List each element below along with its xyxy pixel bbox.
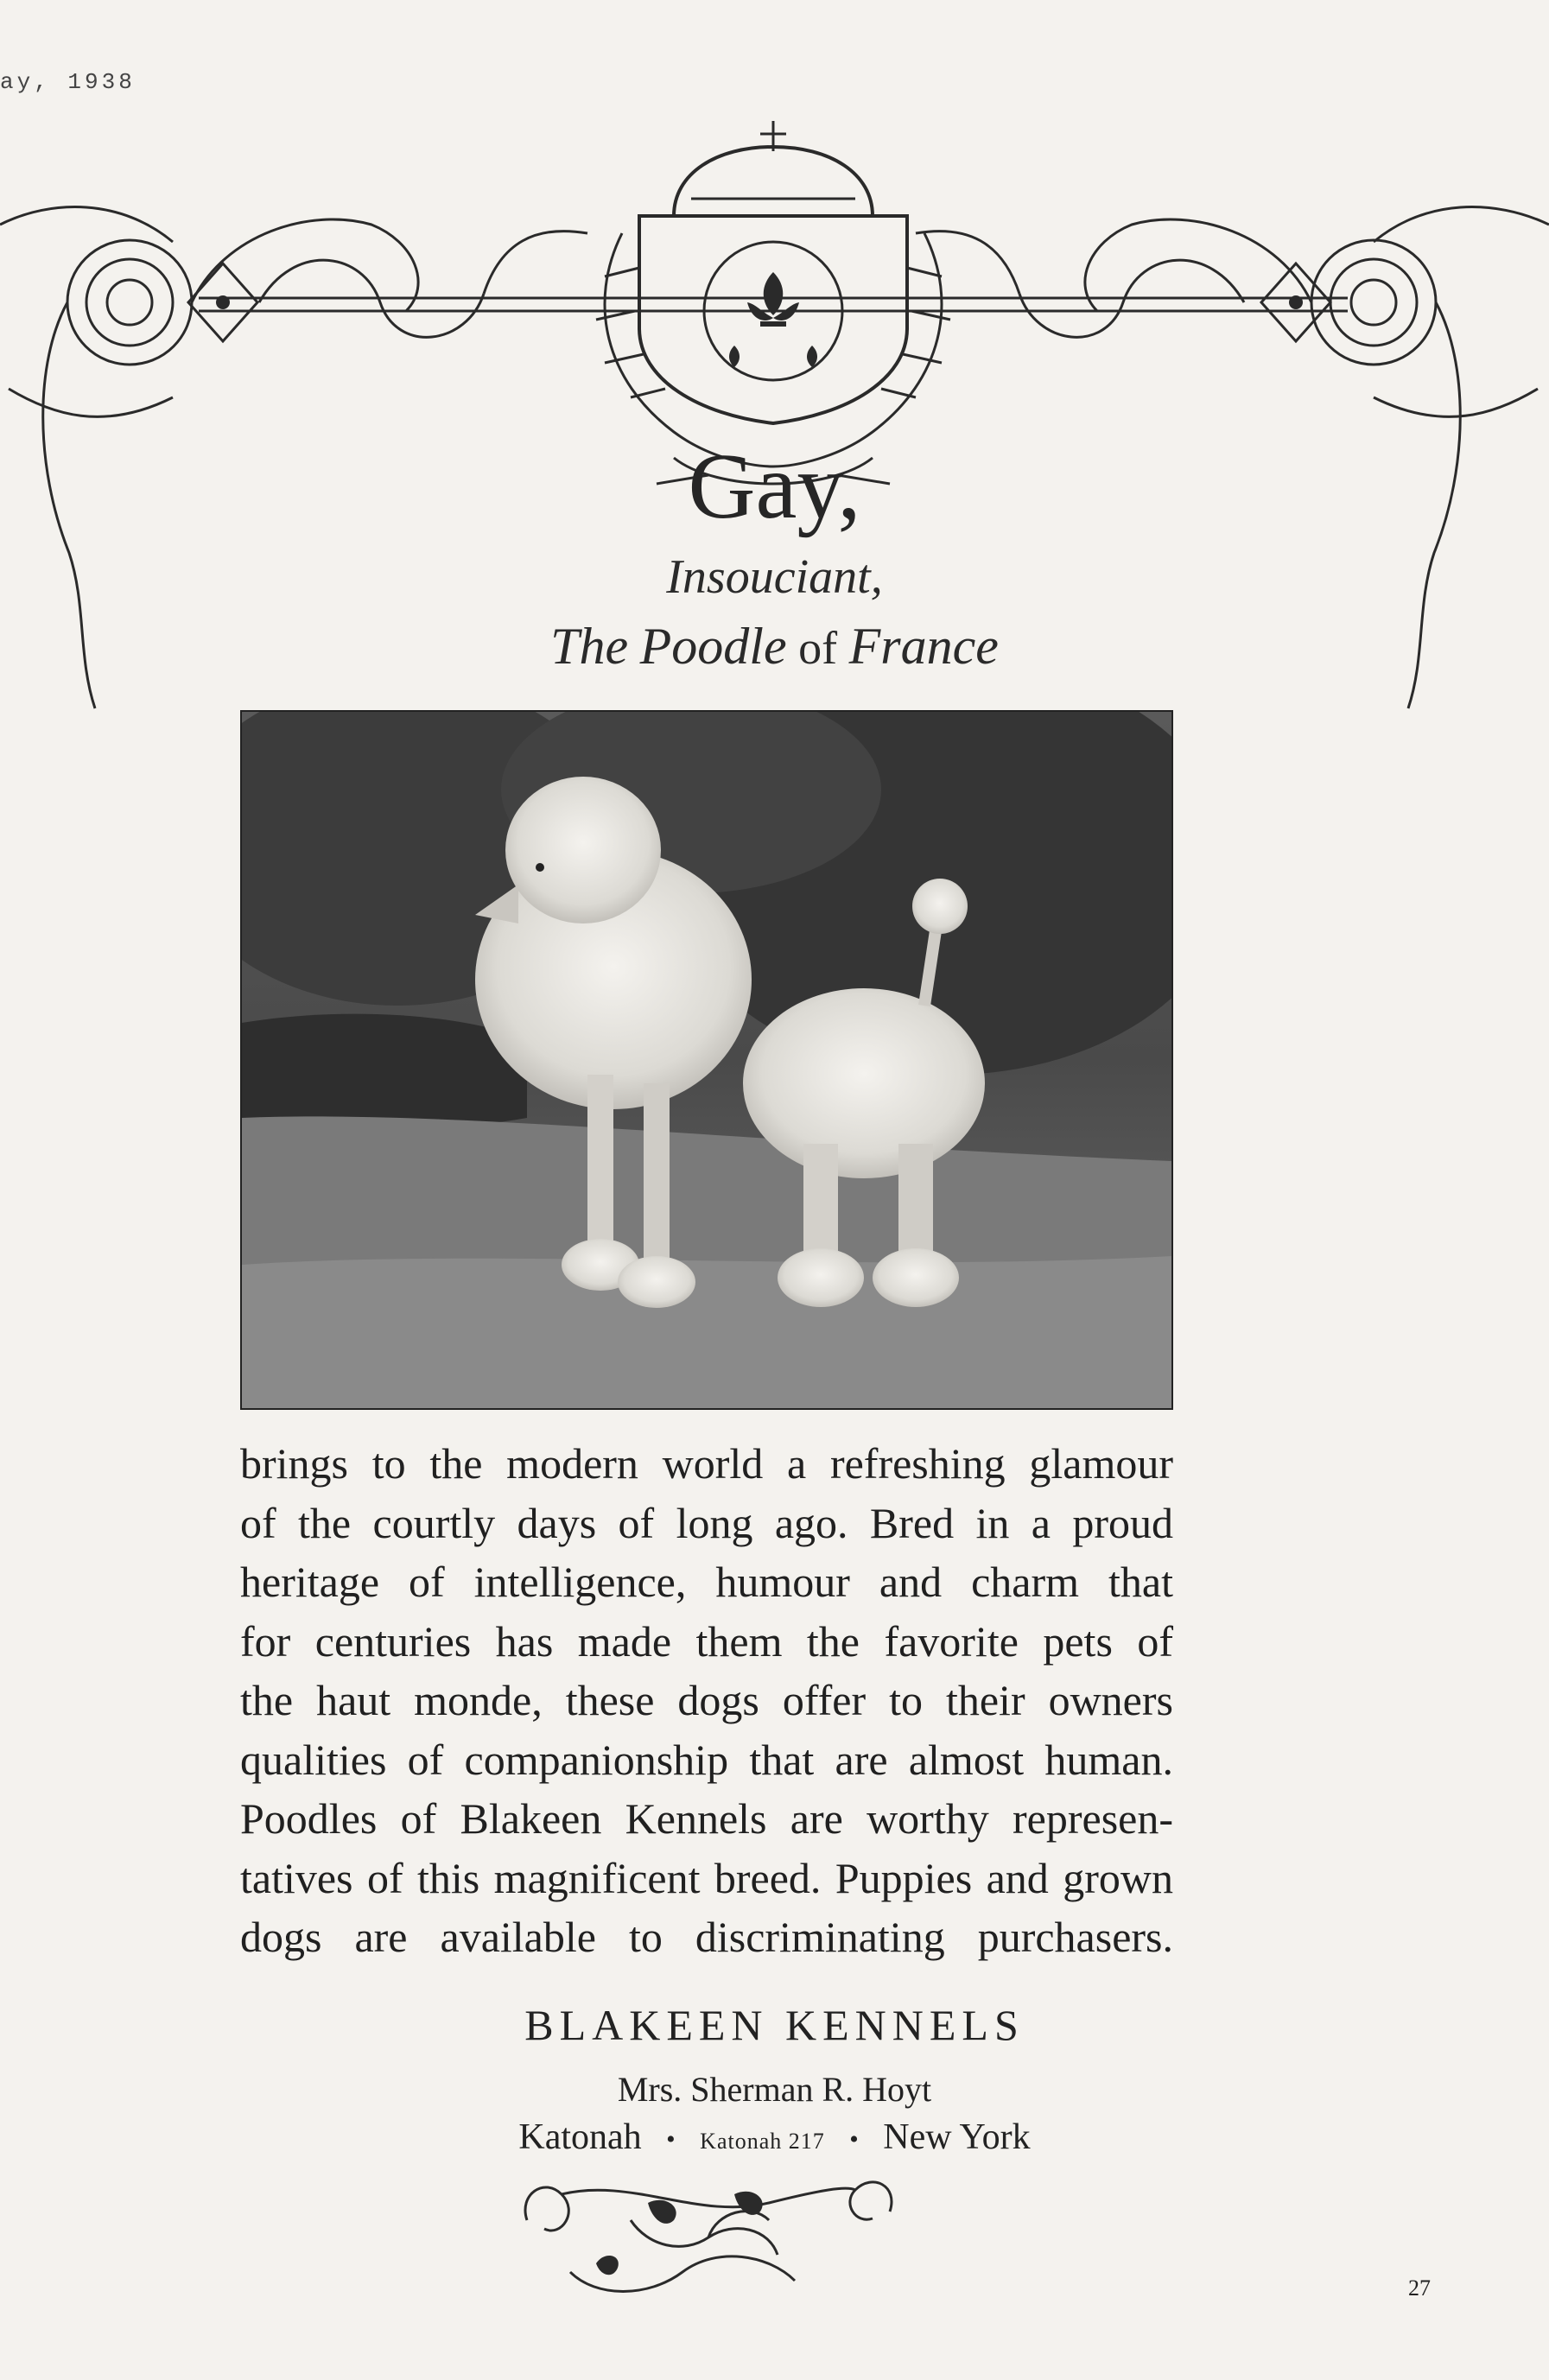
kennel-name: BLAKEEN KENNELS xyxy=(524,2001,1025,2049)
subtitle-word-of: of xyxy=(798,622,838,674)
acanthus-scroll-icon xyxy=(510,2168,907,2307)
poodle-photo xyxy=(240,710,1173,1410)
body-line: dogs are available to discriminating purchasers. xyxy=(240,1913,1173,1961)
page-number: 27 xyxy=(1408,2275,1431,2301)
body-line: brings to the modern world a refreshing glamour xyxy=(240,1439,1173,1488)
body-line: for centuries has made them the favorite pets of xyxy=(240,1616,1173,1666)
body-line: of the courtly days of long ago. Bred in a proud xyxy=(240,1498,1173,1547)
subtitle-word-france: France xyxy=(848,618,999,675)
body-line: tatives of this magnificent breed. Puppies and grown xyxy=(240,1853,1173,1902)
body-line: heritage of intelligence, humour and charm that xyxy=(240,1558,1173,1606)
body-line: qualities of companionship that are almost human. xyxy=(240,1735,1173,1784)
address-state: New York xyxy=(883,2117,1031,2157)
body-line: the haut monde, these dogs offer to their owners xyxy=(240,1676,1173,1724)
body-line: Poodles of Blakeen Kennels are worthy represen- xyxy=(240,1794,1173,1843)
subtitle-word-poodle: Poodle xyxy=(639,618,787,675)
page-title: Gay, xyxy=(688,435,861,538)
separator-dot: • xyxy=(849,2125,859,2155)
owner-name: Mrs. Sherman R. Hoyt xyxy=(617,2070,932,2109)
subtitle: Insouciant, xyxy=(666,550,883,604)
body-text xyxy=(240,1434,1173,1967)
subtitle-poodle-of-france xyxy=(0,618,1549,675)
running-head: ay, 1938 xyxy=(0,69,136,95)
address-line xyxy=(0,2117,1549,2158)
address-phone: Katonah 217 xyxy=(700,2129,825,2154)
separator-dot: • xyxy=(666,2125,676,2155)
subtitle-word-the: The xyxy=(550,618,629,675)
address-town: Katonah xyxy=(518,2117,642,2157)
